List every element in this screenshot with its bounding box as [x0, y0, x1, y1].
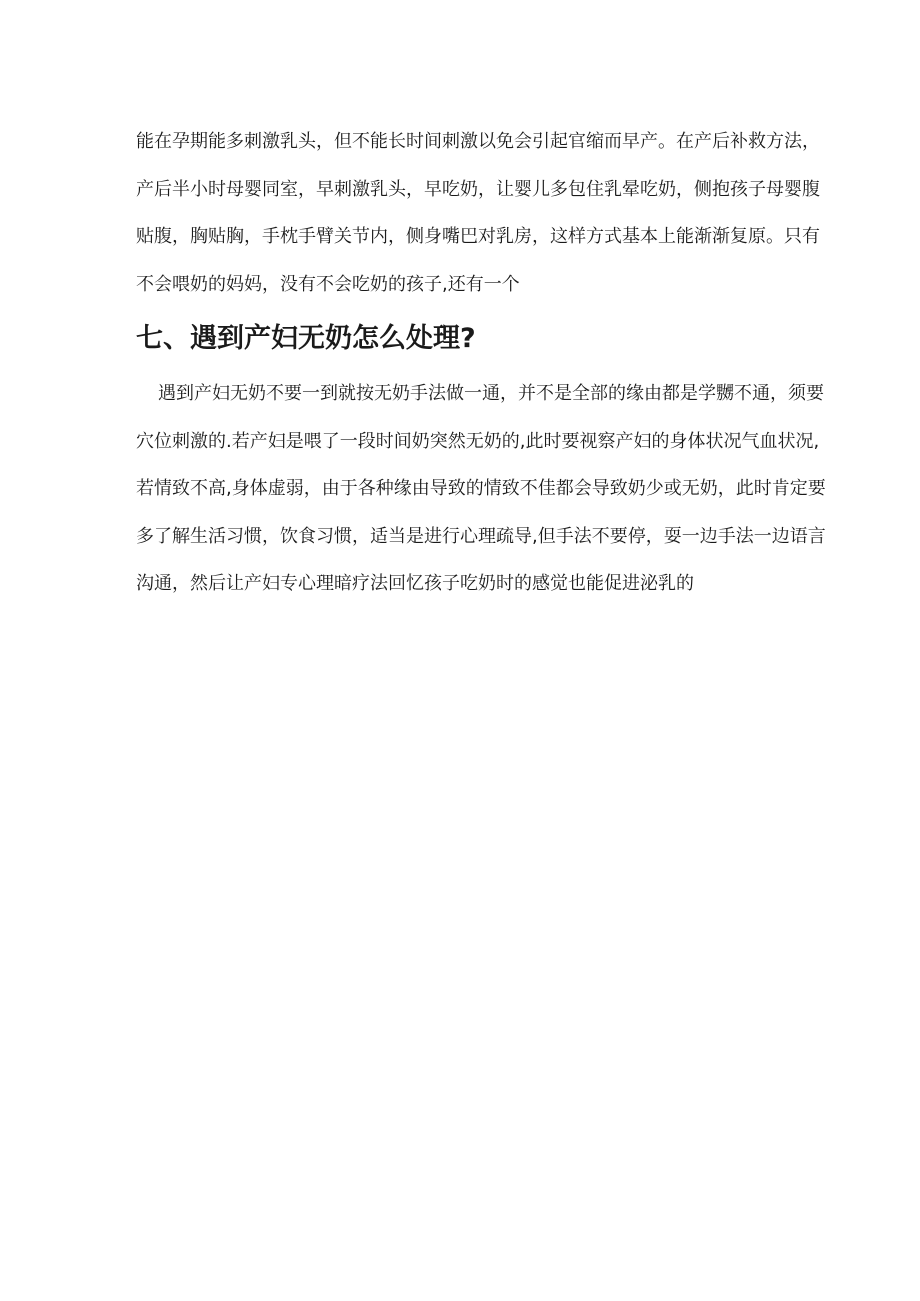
paragraph-line: 若情致不高,身体虚弱，由于各种缘由导致的情致不佳都会导致奶少或无奶，此时肯定要 [136, 478, 826, 499]
paragraph-2 [136, 370, 826, 608]
document-content [136, 118, 826, 608]
paragraph-line: 遇到产妇无奶不要一到就按无奶手法做一通，并不是全部的缘由都是学嬲不通，须要 [158, 383, 824, 404]
paragraph-line: 贴腹，胸贴胸，手枕手臂关节内，侧身嘴巴对乳房，这样方式基本上能渐渐复原。只有 [136, 226, 820, 247]
paragraph-line: 不会喂奶的妈妈，没有不会吃奶的孩子,还有一个 [136, 273, 520, 295]
paragraph-line: 产后半小时母婴同室，早刺激乳头，早吃奶，让婴儿多包住乳晕吃奶，侧抱孩子母婴腹 [136, 178, 820, 200]
paragraph-line: 多了解生活习惯，饮食习惯，适当是进行心理疏导,但手法不要停，耍一边手法一边语言 [136, 525, 826, 547]
section-heading: 七、遇到产妇无奶怎么处理? [136, 323, 476, 354]
paragraph-line: 穴位刺激的.若产妇是喂了一段时间奶突然无奶的,此时要视察产妇的身体状况气血状况, [136, 430, 820, 452]
paragraph-line: 沟通，然后让产妇专心理暗疗法回忆孩子吃奶时的感觉也能促进泌乳的 [136, 573, 694, 594]
paragraph-1 [136, 118, 820, 308]
paragraph-line: 能在孕期能多刺激乳头，但不能长时间刺激以免会引起官缩而早产。在产后补救方法， [136, 131, 820, 152]
